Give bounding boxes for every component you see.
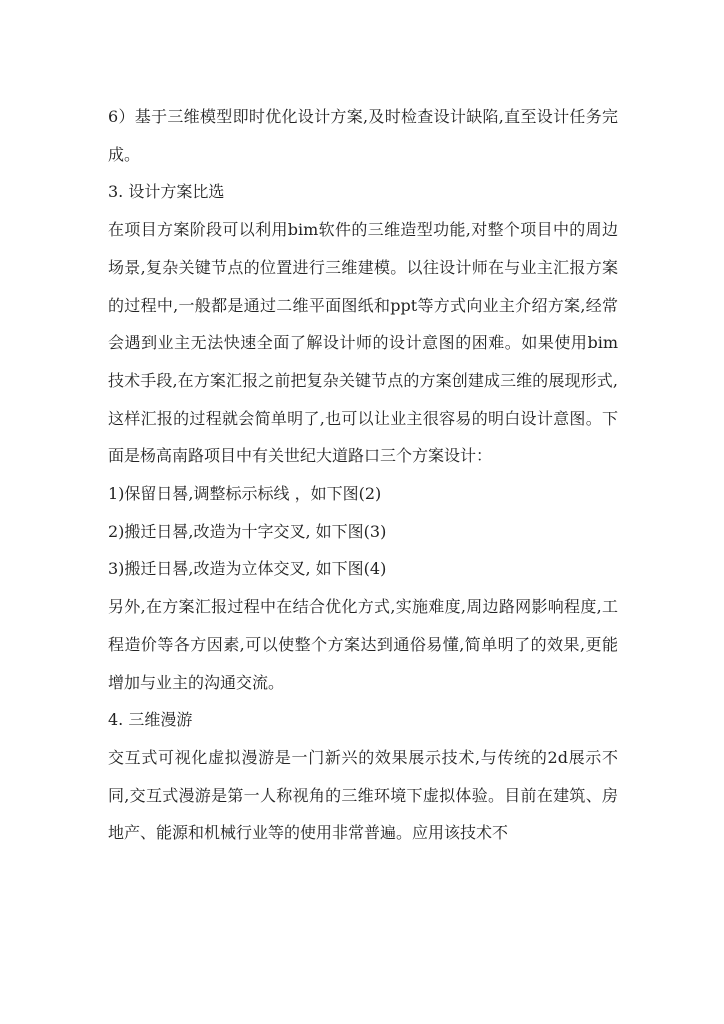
list-item-option-1: 1)保留日晷,调整标示标线 ，如下图(2) <box>108 484 382 504</box>
paragraph-optimization: 另外,在方案汇报过程中在结合优化方式,实施难度,周边路网影响程度,工程造价等各方因素,可以使整个方案达到通俗易懂,简单明了的效果,更能增加与业主的沟通交流。 <box>108 597 618 692</box>
list-item-option-2: 2)搬迁日晷,改造为十字交叉, 如下图(3) <box>108 521 387 541</box>
paragraph-step-6: 6）基于三维模型即时优化设计方案,及时检查设计缺陷,直至设计任务完成。 <box>108 107 618 164</box>
section-heading-design-comparison: 3. 设计方案比选 <box>108 182 225 202</box>
paragraph-3d-roaming: 交互式可视化虚拟漫游是一门新兴的效果展示技术,与传统的2d展示不同,交互式漫游是第一人称视角的三维环境下虚拟体验。目前在建筑、房地产、能源和机械行业等的使用非常普遍。应用该技术不 <box>108 747 618 843</box>
paragraph-design-comparison: 在项目方案阶段可以利用bim软件的三维造型功能,对整个项目中的周边场景,复杂关键节点的位置进行三维建模。以往设计师在与业主汇报方案的过程中,一般都是通过二维平面图纸和ppt等方式向业主介绍方案,经常会遇到业主无法快速全面了解设计师的设计意图的困难。如果使用bim技术手段,在方案汇报之前把复杂关键节点的方案创建成三维的展现形式,这样汇报的过程就会简单明了,也可以让业主很容易的明白设计意图。下面是杨高南路项目中有关世纪大道路口三个方案设计： <box>108 220 618 466</box>
section-heading-3d-roaming: 4. 三维漫游 <box>108 710 193 730</box>
body-text <box>108 98 618 852</box>
list-item-option-3: 3)搬迁日晷,改造为立体交叉, 如下图(4) <box>108 559 387 579</box>
